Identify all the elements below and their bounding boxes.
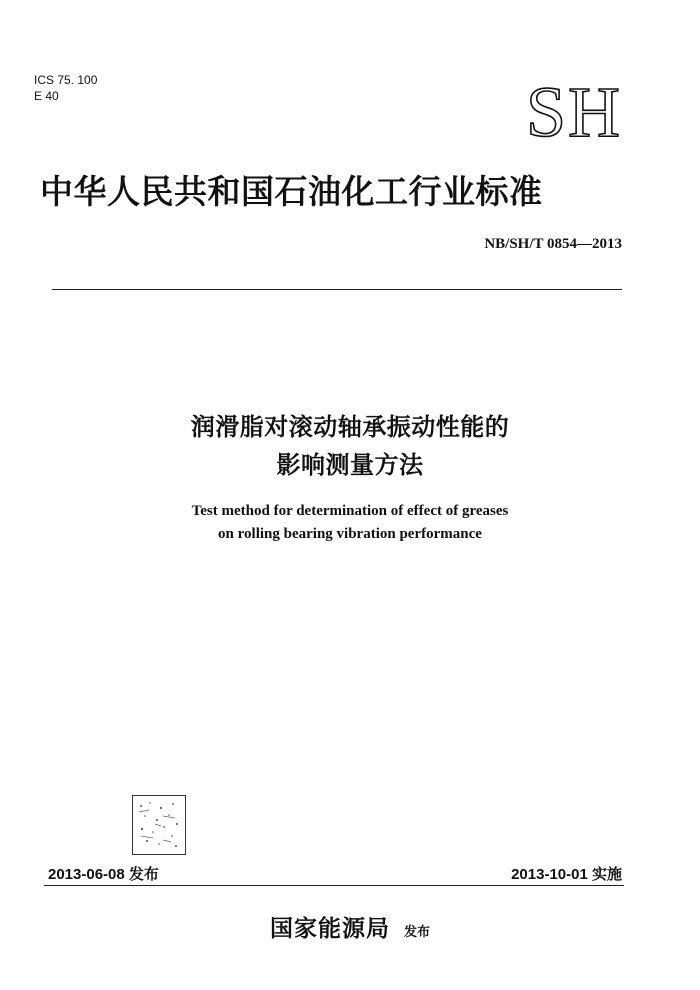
header-divider xyxy=(52,289,622,290)
english-title-line-2: on rolling bearing vibration performance xyxy=(218,526,482,542)
footer-divider xyxy=(44,885,624,886)
standard-category-title: 中华人民共和国石油化工行业标准 xyxy=(40,172,543,211)
implementation-date: 2013-10-01 实施 xyxy=(511,866,622,883)
issue-date: 2013-06-08 发布 xyxy=(48,866,159,883)
ics-code: ICS 75. 100 xyxy=(34,73,98,87)
stamp-pattern-icon xyxy=(133,796,185,854)
ccs-code: E 40 xyxy=(34,89,59,103)
classification-codes xyxy=(34,72,97,104)
anti-counterfeit-stamp xyxy=(132,795,186,855)
issue-word: 发布 xyxy=(403,925,430,940)
english-title-line-1: Test method for determination of effect of greases xyxy=(191,503,509,519)
chinese-title-line-2: 影响测量方法 xyxy=(276,451,424,479)
chinese-title xyxy=(0,408,700,484)
standard-number: NB/SH/T 0854—2013 xyxy=(484,236,622,252)
chinese-title-line-1: 润滑脂对滚动轴承振动性能的 xyxy=(190,413,510,441)
issuer-line xyxy=(0,910,700,943)
english-title xyxy=(0,500,700,546)
sh-logo: SH xyxy=(525,72,622,152)
issuing-authority: 国家能源局 xyxy=(269,916,390,942)
